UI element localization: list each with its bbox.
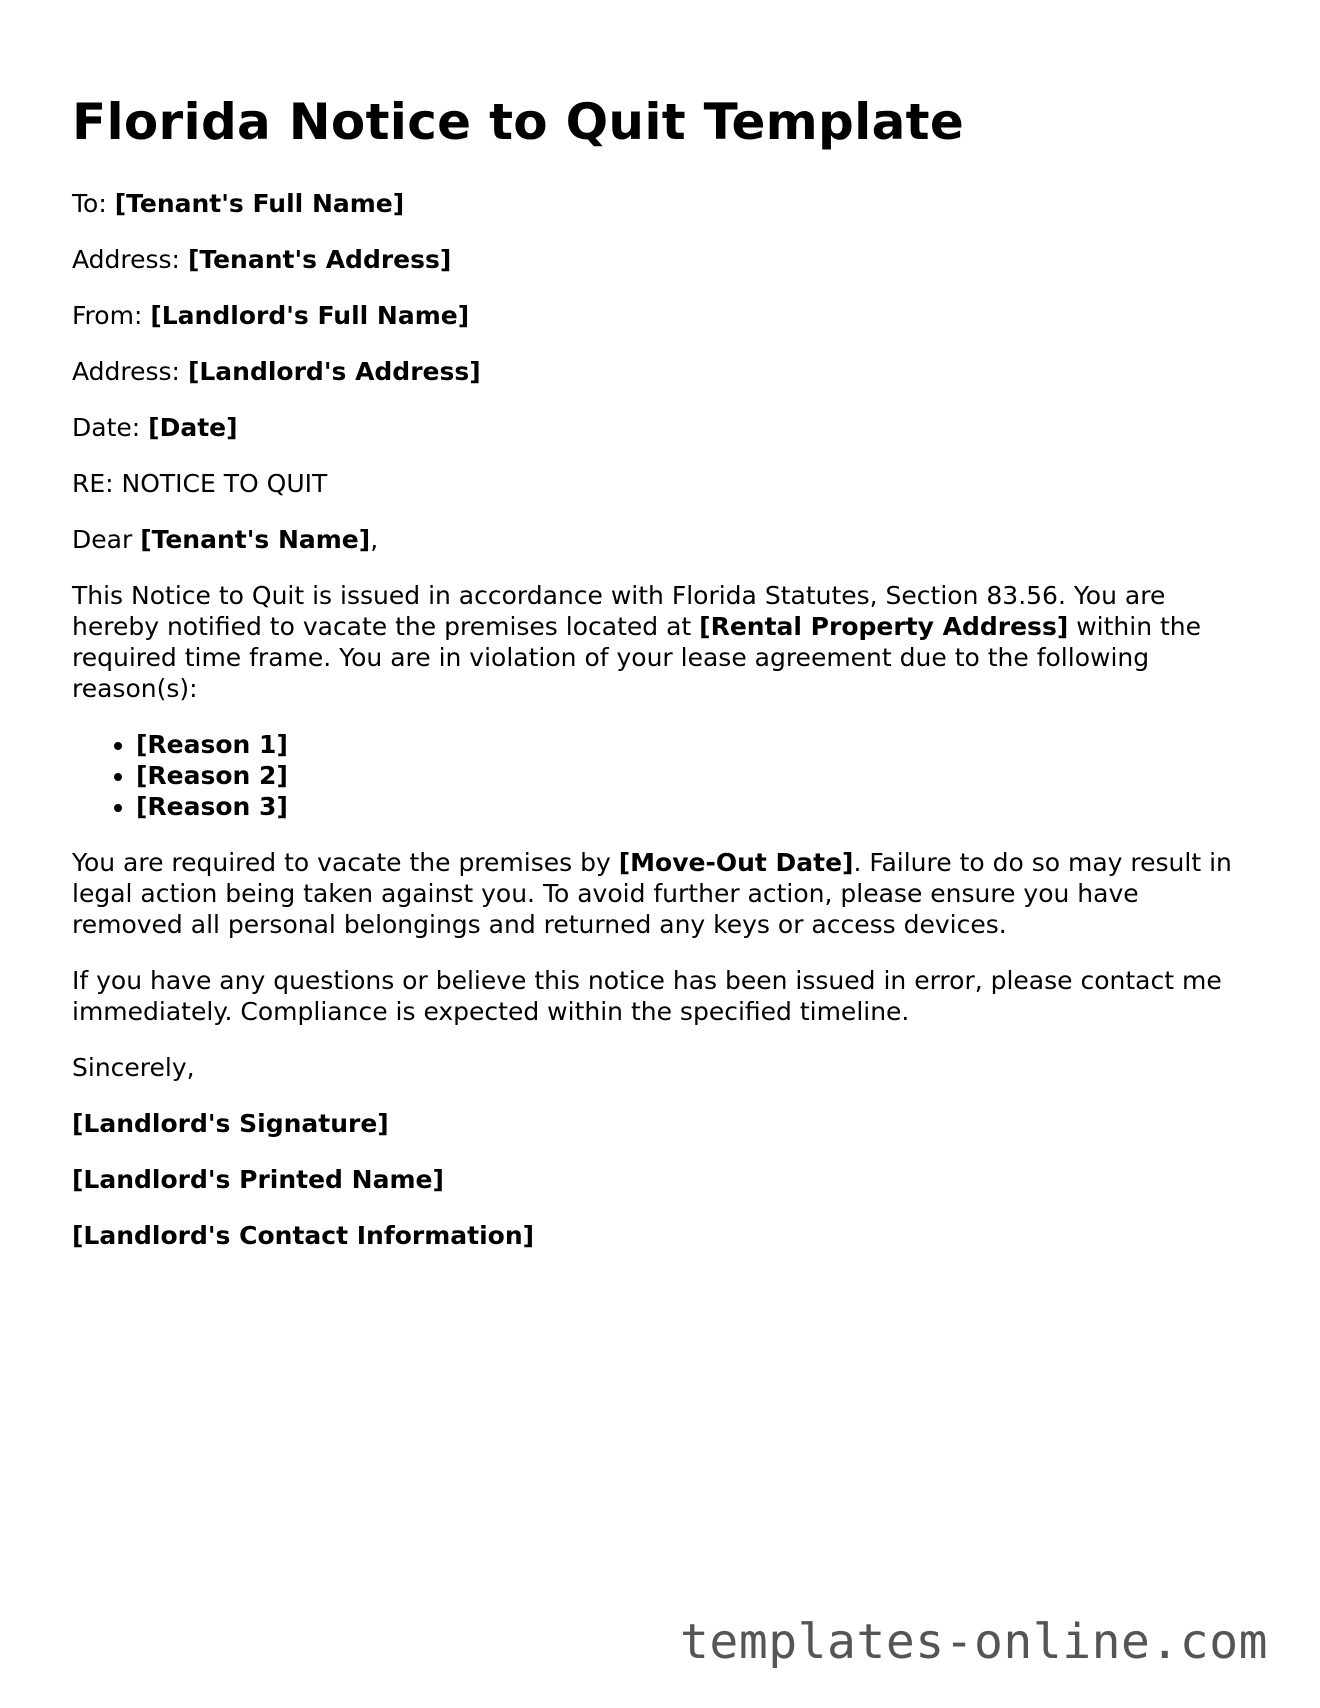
- list-item: • [Reason 3]: [136, 791, 1252, 822]
- greeting-suffix: ,: [370, 525, 379, 554]
- tenant-address-value: [Tenant's Address]: [187, 245, 452, 274]
- to-value: [Tenant's Full Name]: [114, 189, 405, 218]
- list-item: • [Reason 2]: [136, 760, 1252, 791]
- contact-info-text: [Landlord's Contact Information]: [72, 1221, 535, 1250]
- landlord-address-label: Address:: [72, 357, 180, 386]
- printed-name-text: [Landlord's Printed Name]: [72, 1165, 444, 1194]
- move-out-date: [Move-Out Date]: [618, 848, 854, 877]
- date-line: [72, 412, 1252, 443]
- paragraph-notice-part2: within the required time frame. You are in violation of your lease agreement due to the following reason(s):: [72, 612, 1202, 703]
- reasons-list: [72, 729, 1252, 822]
- list-item: • [Reason 1]: [136, 729, 1252, 760]
- page-title: Florida Notice to Quit Template: [72, 93, 965, 151]
- contact-info-placeholder: [72, 1220, 1252, 1251]
- watermark: templates-online.com: [680, 1614, 1268, 1670]
- from-value: [Landlord's Full Name]: [150, 301, 470, 330]
- paragraph-notice: [72, 580, 1252, 704]
- signature-text: [Landlord's Signature]: [72, 1109, 389, 1138]
- tenant-address-line: [72, 244, 1252, 275]
- paragraph-move-out-part2: . Failure to do so may result in legal action being taken against you. To avoid further action, please ensure you have removed all personal belongings and returned any keys or access devices.: [72, 848, 1232, 939]
- greeting: [72, 524, 1252, 555]
- paragraph-questions: If you have any questions or believe this notice has been issued in error, please contact me immediately. Compliance is expected within the specified timeline.: [72, 966, 1222, 1026]
- closing: Sincerely,: [72, 1053, 195, 1082]
- re-line: RE: NOTICE TO QUIT: [72, 469, 328, 498]
- landlord-address-value: [Landlord's Address]: [187, 357, 481, 386]
- from-label: From:: [72, 301, 143, 330]
- greeting-name: [Tenant's Name]: [140, 525, 371, 554]
- to-line: [72, 188, 1252, 219]
- paragraph-move-out-part1: You are required to vacate the premises by: [72, 848, 611, 877]
- date-value: [Date]: [148, 413, 238, 442]
- date-label: Date:: [72, 413, 141, 442]
- paragraph-move-out: [72, 847, 1252, 940]
- tenant-address-label: Address:: [72, 245, 180, 274]
- to-label: To:: [72, 189, 107, 218]
- landlord-address-line: [72, 356, 1252, 387]
- signature-placeholder: [72, 1108, 1252, 1139]
- letter-body: [72, 188, 1252, 1276]
- greeting-prefix: Dear: [72, 525, 133, 554]
- rental-property-address: [Rental Property Address]: [699, 612, 1069, 641]
- printed-name-placeholder: [72, 1164, 1252, 1195]
- paragraph-notice-part1: This Notice to Quit is issued in accordance with Florida Statutes, Section 83.56. You are hereby notified to vacate the premises located at: [72, 581, 1166, 641]
- from-line: [72, 300, 1252, 331]
